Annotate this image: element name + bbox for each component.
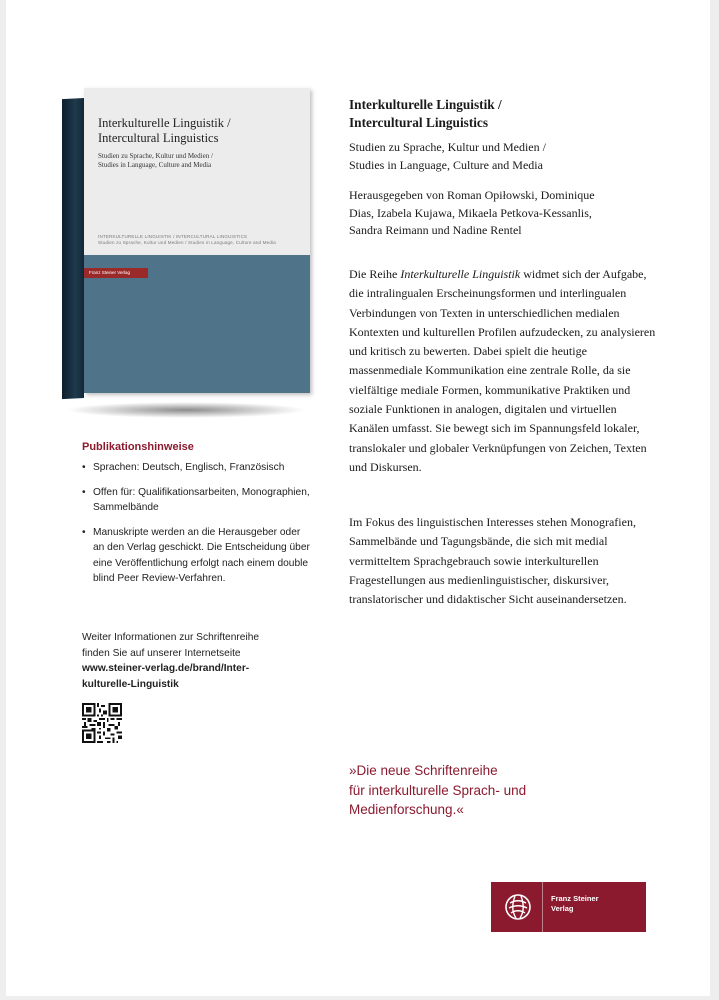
website-info: Weiter Informationen zur Schriftenreihe finden Sie auf unserer Internetseite www.steiner-verlag.de/brand/Inter- kulturelle-Linguistik xyxy=(82,630,322,692)
website-link[interactable]: www.steiner-verlag.de/brand/Inter- kulturelle-Linguistik xyxy=(82,663,250,690)
cover-title: Interkulturelle Linguistik / Intercultural Linguistics xyxy=(98,116,231,145)
qr-code-icon[interactable] xyxy=(82,703,122,743)
description-paragraph-2: Im Fokus des linguistischen Interesses stehen Monografien, Sammelbände und Tagungsbände, die sich mit medial vermitteltem Sprachgebrauch sowie interkulturellen Fragestellungen aus medienlinguistischer, diskursiver, translatorischer und didaktischer Sicht auseinandersetzen. xyxy=(349,515,636,607)
publication-notes-heading: Publikationshinweise xyxy=(82,441,194,453)
steiner-globe-icon xyxy=(503,892,533,922)
publisher-logo xyxy=(491,882,646,932)
series-subtitle: Studien zu Sprache, Kultur und Medien / Studies in Language, Culture and Media xyxy=(349,140,546,172)
list-item: • Offen für: Qualifikationsarbeiten, Monographien, Sammelbände xyxy=(82,485,312,516)
cover-subtitle: Studien zu Sprache, Kultur und Medien / Studies in Language, Culture and Media xyxy=(98,152,213,169)
logo-divider xyxy=(542,882,543,932)
series-title: Interkulturelle Linguistik / Intercultural Linguistics xyxy=(349,97,502,130)
book-mockup xyxy=(62,88,312,418)
list-item: • Manuskripte werden an die Herausgeber oder an den Verlag geschickt. Die Entscheidung über eine Veröffentlichung erfolgt nach einem double blind Peer Review-Verfahren. xyxy=(82,525,312,587)
publication-notes-list xyxy=(82,460,312,596)
cover-series-label: INTERKULTURELLE LINGUISTIK / INTERCULTURAL LINGUISTICS Studien zu Sprache, Kultur und Medien / Studies in Language, Culture and Media xyxy=(98,234,276,245)
pull-quote: »Die neue Schriftenreihe für interkulturelle Sprach- und Medienforschung.« xyxy=(349,763,527,817)
logo-text: Franz Steiner Verlag xyxy=(551,894,599,913)
description-paragraph-1: Die Reihe Interkulturelle Linguistik widmet sich der Aufgabe, die intralingualen Erscheinungsformen und interlingualen Verbindungen von Texten in unterschiedlichen medialen Kontexten und kulturellen Profilen aufzudecken, zu analysieren und kritisch zu bewerten. Dabei spielt die heutige massenmediale Kommunikation eine zentrale Rolle, da sie vielfältige mediale Formen, kommunikative Praktiken und soziale Funktionen in analogen, digitalen und virtuellen Kanälen umfasst. Sie bewegt sich im Spannungsfeld lokaler, translokaler und globaler Verknüpfungen von Zeichen, Texten und Diskursen. xyxy=(349,267,656,474)
cover-publisher-tag: Franz Steiner Verlag xyxy=(84,268,148,278)
book-cover xyxy=(84,88,310,393)
book-spine xyxy=(62,98,84,399)
list-item: • Sprachen: Deutsch, Englisch, Französisch xyxy=(82,460,312,476)
editors: Herausgegeben von Roman Opiłowski, Dominique Dias, Izabela Kujawa, Mikaela Petkova-Kessanlis, Sandra Reimann und Nadine Rentel xyxy=(349,188,595,237)
